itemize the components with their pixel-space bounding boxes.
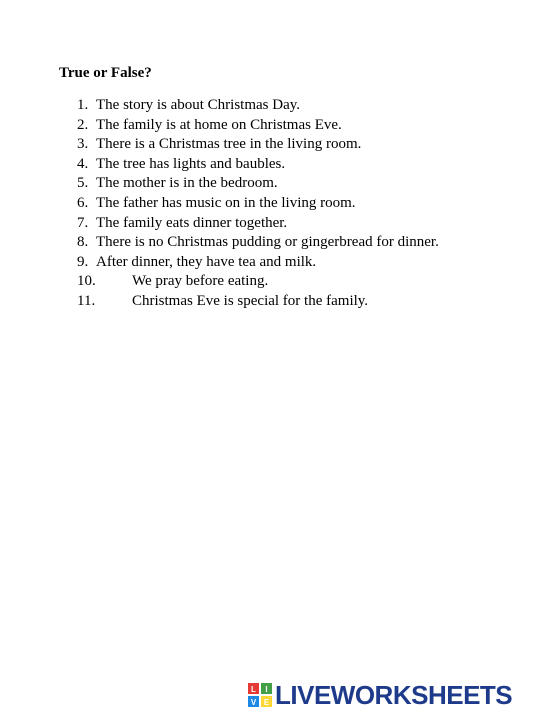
liveworksheets-brand — [248, 680, 548, 710]
question-text: There is a Christmas tree in the living room. — [96, 136, 362, 153]
logo-letter: I — [265, 685, 268, 694]
question-number: 4. — [77, 155, 89, 172]
question-number: 1. — [77, 97, 89, 113]
question-number: 5. — [77, 175, 89, 192]
liveworksheets-wordmark: LIVEWORKSHEETS — [275, 680, 513, 710]
logo-letter: L — [251, 685, 256, 694]
question-number: 2. — [77, 116, 89, 133]
question-text: We pray before eating. — [132, 273, 269, 290]
question-number: 10. — [77, 273, 96, 290]
question-text: There is no Christmas pudding or gingerbread for dinner. — [96, 234, 439, 251]
question-text: The family is at home on Christmas Eve. — [96, 116, 342, 133]
question-text: The mother is in the bedroom. — [96, 175, 278, 192]
question-number: 3. — [77, 136, 89, 153]
question-text: The father has music on in the living room. — [96, 194, 356, 211]
question-number: 11. — [77, 292, 96, 309]
liveworksheets-logo-icon — [248, 683, 272, 707]
question-number: 6. — [77, 194, 89, 211]
page-title: True or False? — [59, 65, 152, 81]
question-text: After dinner, they have tea and milk. — [96, 253, 317, 270]
logo-letter: E — [263, 698, 270, 707]
question-text: Christmas Eve is special for the family. — [132, 292, 369, 309]
logo-letter: V — [250, 698, 257, 707]
question-text: The tree has lights and baubles. — [96, 155, 286, 172]
question-number: 9. — [77, 253, 89, 270]
question-number: 8. — [77, 234, 89, 251]
question-text: The story is about Christmas Day. — [96, 97, 301, 113]
question-number: 7. — [77, 214, 89, 231]
question-text: The family eats dinner together. — [96, 214, 288, 231]
